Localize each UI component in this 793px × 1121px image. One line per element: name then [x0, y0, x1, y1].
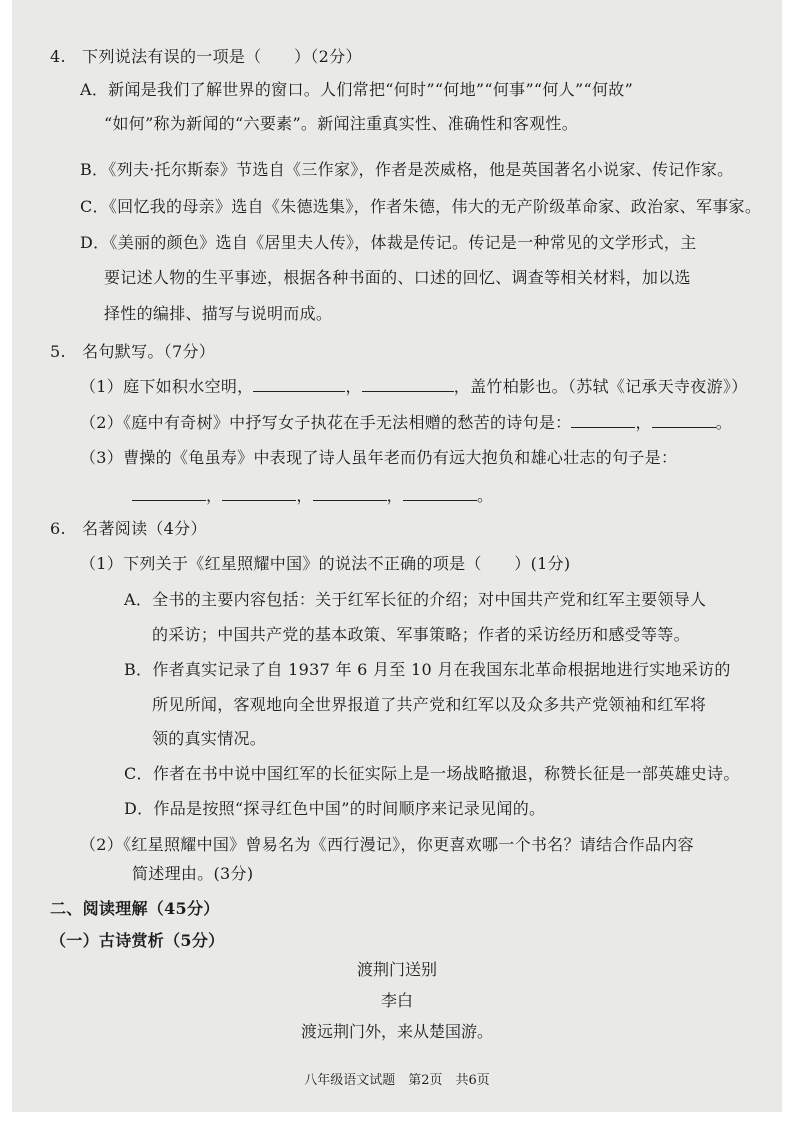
q5-blank-3[interactable] — [571, 411, 635, 428]
q4-option-d-line1: D．《美丽的颜色》选自《居里夫人传》，体裁是传记。传记是一种常见的文学形式，主 — [80, 233, 697, 252]
q6-option-d: D．作品是按照“探寻红色中国”的时间顺序来记录见闻的。 — [124, 799, 546, 818]
q5-blank-6[interactable] — [222, 484, 296, 501]
q5-sep-2: ， — [296, 486, 313, 505]
q6-option-b-line3: 领的真实情况。 — [152, 729, 267, 748]
q5-item1-comma: ， — [345, 377, 362, 396]
section2-title: 二、阅读理解（45分） — [50, 899, 220, 918]
q5-item3-end: 。 — [476, 486, 494, 505]
q6-option-a-line2: 的采访；中国共产党的基本政策、军事策略；作者的采访经历和感受等等。 — [152, 625, 690, 644]
q6-option-b-line2: 所见所闻，客观地向全世界报道了共产党和红军以及众多共产党领袖和红军将 — [152, 695, 707, 714]
q5-blank-5[interactable] — [132, 484, 206, 501]
q6-option-b-line1: B．作者真实记录了自 1937 年 6 月至 10 月在我国东北革命根据地进行实地采访的 — [124, 660, 731, 679]
q5-blank-8[interactable] — [403, 484, 477, 501]
q5-sep-3: ， — [386, 486, 403, 505]
q4-stem: 4. 下列说法有误的一项是（ ）（2分） — [50, 47, 362, 66]
q5-item1 — [80, 375, 748, 397]
q5-item1-suffix: ，盖竹柏影也。（苏轼《记承天寺夜游》） — [453, 377, 748, 396]
q4-option-d-line3: 择性的编排、描写与说明而成。 — [104, 304, 333, 323]
q6-item2-line2: 简述理由。(3分) — [132, 864, 254, 883]
q5-item2-comma: ， — [635, 413, 652, 432]
page-footer: 八年级语文试题 第2页 共6页 — [304, 1073, 490, 1088]
poem-title: 渡荆门送别 — [356, 960, 437, 979]
poem-line-1: 渡远荆门外，来从楚国游。 — [300, 1022, 493, 1041]
q6-item2-line1: （2）《红星照耀中国》曾易名为《西行漫记》，你更喜欢哪一个书名？请结合作品内容 — [80, 835, 694, 854]
q6-stem: 6. 名著阅读（4分） — [50, 519, 207, 538]
q5-sep-1: ， — [206, 486, 223, 505]
q5-blank-4[interactable] — [652, 411, 716, 428]
q4-option-a-line1: A．新闻是我们了解世界的窗口。人们常把“何时”“何地”“何事”“何人”“何故” — [80, 80, 634, 99]
q5-item2-end: 。 — [715, 413, 733, 432]
q6-option-a-line1: A．全书的主要内容包括：关于红军长征的介绍；对中国共产党和红军主要领导人 — [124, 590, 707, 609]
q4-option-a-line2: “如何”称为新闻的“六要素”。新闻注重真实性、准确性和客观性。 — [104, 114, 579, 133]
section2-subtitle: （一）古诗赏析（5分） — [50, 931, 225, 950]
q5-item1-prefix: （1）庭下如积水空明， — [80, 377, 254, 396]
q5-blank-7[interactable] — [313, 484, 387, 501]
q6-item1: （1）下列关于《红星照耀中国》的说法不正确的项是（ ）(1分) — [80, 554, 571, 573]
q5-item3: （3）曹操的《龟虽寿》中表现了诗人虽年老而仍有远大抱负和雄心壮志的句子是： — [80, 448, 678, 467]
q5-blank-1[interactable] — [253, 375, 345, 392]
q4-option-d-line2: 要记述人物的生平事迹，根据各种书面的、口述的回忆、调查等相关材料，加以选 — [104, 268, 691, 287]
q5-item2-prefix: （2）《庭中有奇树》中抒写女子执花在手无法相赠的愁苦的诗句是： — [80, 413, 572, 432]
exam-page — [12, 0, 782, 1112]
q5-item3-blanks — [132, 484, 493, 506]
q6-option-c: C．作者在书中说中国红军的长征实际上是一场战略撤退，称赞长征是一部英雄史诗。 — [124, 764, 740, 783]
poem-author: 李白 — [380, 991, 413, 1010]
q5-stem: 5. 名句默写。（7分） — [50, 342, 216, 361]
q4-option-c: C．《回忆我的母亲》选自《朱德选集》，作者朱德，伟大的无产阶级革命家、政治家、军事家。 — [80, 197, 762, 216]
q4-option-b: B．《列夫·托尔斯泰》节选自《三作家》，作者是茨威格，他是英国著名小说家、传记作家。 — [80, 160, 734, 179]
q5-item2 — [80, 411, 732, 433]
q5-blank-2[interactable] — [362, 375, 454, 392]
